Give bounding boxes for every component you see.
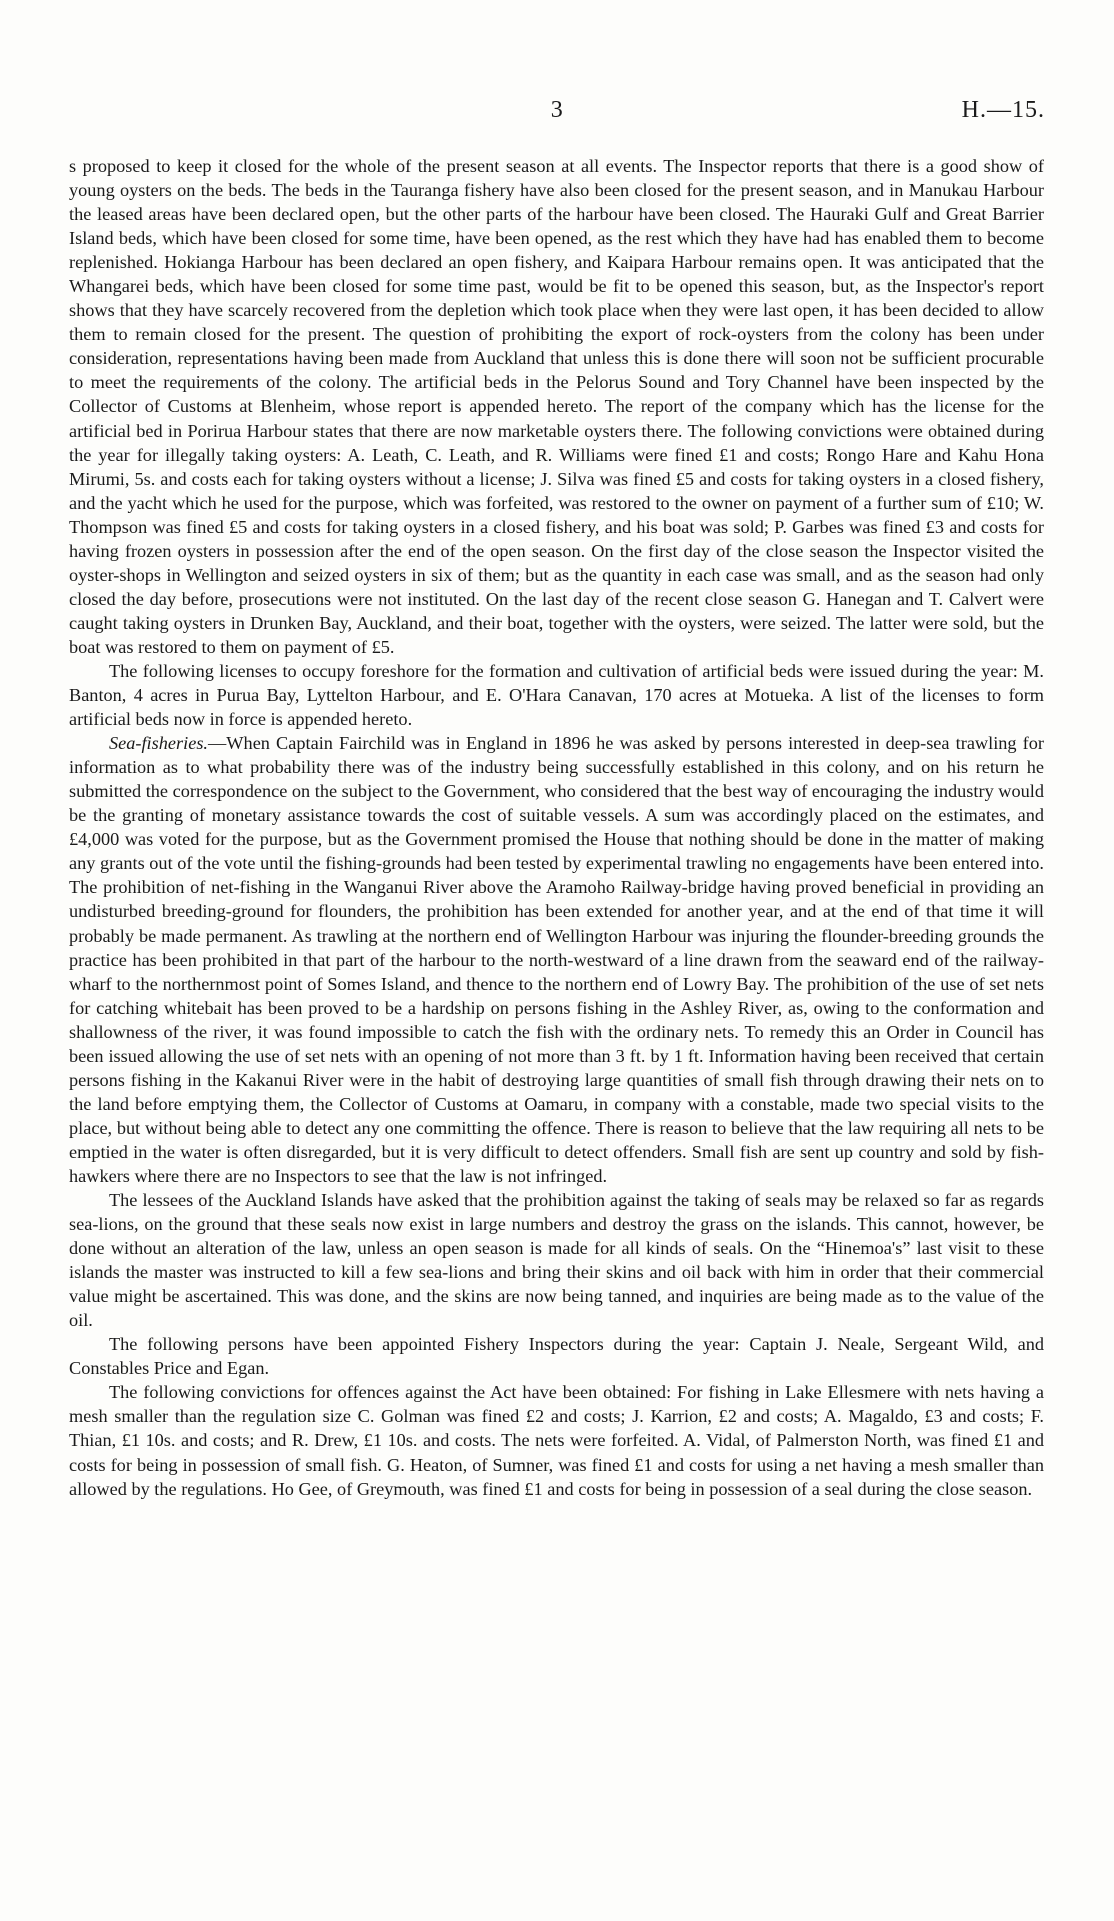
paragraph-oyster-fisheries: s proposed to keep it closed for the whole of the present season at all events. The Inspector reports that there is a good show of young oysters on the beds. The beds in the Tauranga fishery have also been closed for the present season, and in Manukau Harbour the leased areas have been declared open, but the other parts of the harbour have been closed. The Hauraki Gulf and Great Barrier Island beds, which have been closed for some time, have been opened, as the rest which they have had has enabled them to become replenished. Hokianga Harbour has been declared an open fishery, and Kaipara Harbour remains open. It was anticipated that the Whangarei beds, which have been closed for some time past, would be fit to be opened this season, but, as the Inspector's report shows that they have scarcely recovered from the depletion which took place when they were last open, it has been decided to allow them to remain closed for the present. The question of prohibiting the export of rock-oysters from the colony has been under consideration, representations having been made from Auckland that unless this is done there will soon not be sufficient procurable to meet the requirements of the colony. The artificial beds in the Pelorus Sound and Tory Channel have been inspected by the Collector of Customs at Blenheim, whose report is appended hereto. The report of the company which has the license for the artificial bed in Porirua Harbour states that there are now marketable oysters there. The following convictions were obtained during the year for illegally taking oysters: A. Leath, C. Leath, and R. Williams were fined £1 and costs; Rongo Hare and Kahu Hona Mirumi, 5s. and costs each for taking oysters without a license; J. Silva was fined £5 and costs for taking oysters in a closed fishery, and the yacht which he used for the purpose, which was forfeited, was restored to the owner on payment of a further sum of £10; W. Thompson was fined £5 and costs for taking oysters in a closed fishery, and his boat was sold; P. Garbes was fined £3 and costs for having frozen oysters in possession after the end of the open season. On the first day of the close season the Inspector visited the oyster-shops in Wellington and seized oysters in six of them; but as the quantity in each case was small, and as the season had only closed the day before, prosecutions were not instituted. On the last day of the recent close season G. Hanegan and T. Calvert were caught taking oysters in Drunken Bay, Auckland, and their boat, together with the oysters, were seized. The latter were sold, but the boat was restored to them on payment of £5. — [69, 156, 1044, 657]
paragraph-sea-fisheries — [69, 731, 1044, 1188]
paragraph-fishery-inspectors: The following persons have been appointed Fishery Inspectors during the year: Captain J. Neale, Sergeant Wild, and Constables Price and Egan. — [69, 1334, 1044, 1379]
page-number: 3 — [550, 97, 564, 123]
document-reference: H.—15. — [961, 97, 1045, 123]
paragraph-auckland-islands: The lessees of the Auckland Islands have asked that the prohibition against the taking of seals may be relaxed so far as regards sea-lions, on the ground that these seals now exist in large numbers and destroy the grass on the islands. This cannot, however, be done without an alteration of the law, unless an open season is made for all kinds of seals. On the “Hinemoa's” last visit to these islands the master was instructed to kill a few sea-lions and bring their skins and oil back with him in order that their commercial value might be ascertained. This was done, and the skins are now being tanned, and inquiries are being made as to the value of the oil. — [69, 1190, 1044, 1331]
body-text — [69, 154, 1044, 1501]
section-heading-sea-fisheries: Sea-fisheries. — [109, 733, 209, 754]
paragraph-foreshore-licenses: The following licenses to occupy foreshore for the formation and cultivation of artificial beds were issued during the year: M. Banton, 4 acres in Purua Bay, Lyttelton Harbour, and E. O'Hara Canavan, 170 acres at Motueka. A list of the licenses to form artificial beds now in force is appended hereto. — [69, 660, 1044, 730]
paragraph-convictions: The following convictions for offences against the Act have been obtained: For fishing in Lake Ellesmere with nets having a mesh smaller than the regulation size C. Golman was fined £2 and costs; J. Karrion, £2 and costs; A. Magaldo, £3 and costs; F. Thian, £1 10s. and costs; and R. Drew, £1 10s. and costs. The nets were forfeited. A. Vidal, of Palmerston North, was fined £1 and costs for being in possession of small fish. G. Heaton, of Sumner, was fined £1 and costs for using a net having a mesh smaller than allowed by the regulations. Ho Gee, of Greymouth, was fined £1 and costs for being in possession of a seal during the close season. — [69, 1382, 1044, 1499]
paragraph-sea-fisheries-text: —When Captain Fairchild was in England in 1896 he was asked by persons interested in deep-sea trawling for information as to what probability there was of the industry being successfully established in this colony, and on his return he submitted the correspondence on the subject to the Government, who considered that the best way of encouraging the industry would be the granting of monetary assistance towards the cost of suitable vessels. A sum was accordingly placed on the estimates, and £4,000 was voted for the purpose, but as the Government promised the House that nothing should be done in the matter of making any grants out of the vote until the fishing-grounds had been tested by experimental trawling no engagements have been entered into. The prohibition of net-fishing in the Wanganui River above the Aramoho Railway-bridge having proved beneficial in providing an undisturbed breeding-ground for flounders, the prohibition has been extended for another year, and at the end of that time it will probably be made permanent. As trawling at the northern end of Wellington Harbour was injuring the flounder-breeding grounds the practice has been prohibited in that part of the harbour to the north-westward of a line drawn from the seaward end of the railway-wharf to the northernmost point of Somes Island, and thence to the northern end of Lowry Bay. The prohibition of the use of set nets for catching whitebait has been proved to be a hardship on persons fishing in the Ashley River, as, owing to the conformation and shallowness of the river, it was found impossible to catch the fish with the ordinary nets. To remedy this an Order in Council has been issued allowing the use of set nets with an opening of not more than 3 ft. by 1 ft. Information having been received that certain persons fishing in the Kakanui River were in the habit of destroying large quantities of small fish through drawing their nets on to the land before emptying them, the Collector of Customs at Oamaru, in company with a constable, made two special visits to the place, but without being able to detect any one committing the offence. There is reason to believe that the law requiring all nets to be emptied in the water is often disregarded, but it is very difficult to detect offenders. Small fish are sent up country and sold by fish-hawkers where there are no Inspectors to see that the law is not infringed. — [69, 733, 1044, 1186]
